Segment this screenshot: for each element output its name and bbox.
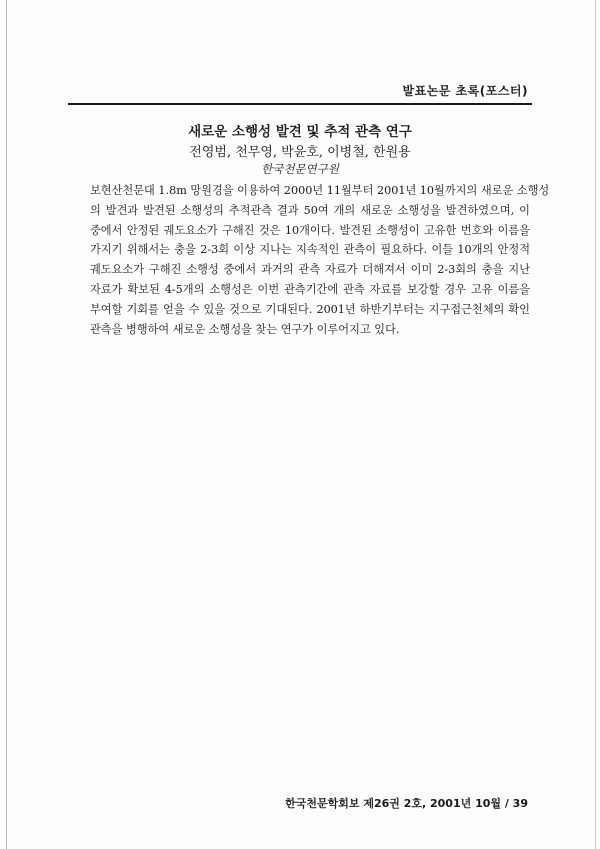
abstract-line: 자료가 확보된 4-5개의 소행성은 이번 관측기간에 관측 자료를 보강할 경우 고유 이름을 <box>90 282 530 296</box>
abstract-line: 가지기 위해서는 충을 2-3회 이상 지나는 지속적인 관측이 필요하다. 이들 10개의 안정적 <box>90 243 530 257</box>
section-header: 발표논문 초록(포스터) <box>402 84 528 98</box>
abstract-line: 관측을 병행하여 새로운 소행성을 찾는 연구가 이루어지고 있다. <box>90 322 400 336</box>
paper-authors: 전영범, 천무영, 박윤호, 이병철, 한원용 <box>189 145 411 160</box>
paper-title: 새로운 소행성 발견 및 추적 관측 연구 <box>188 124 412 140</box>
abstract-body <box>90 181 550 339</box>
header-rule <box>68 103 532 105</box>
abstract-line: 보현산천문대 1.8m 망원경을 이용하여 2000년 11월부터 2001년 10월까지의 새로운 소행성 <box>90 184 550 197</box>
abstract-line: 의 발견과 발견된 소행성의 추적관측 결과 50여 개의 새로운 소행성을 발견하였으며, 이 <box>90 203 530 217</box>
abstract-line: 중에서 안정된 궤도요소가 구해진 것은 10개이다. 발견된 소행성이 고유한 번호와 이름을 <box>90 223 530 237</box>
abstract-line: 부여할 기회를 얻을 수 있을 것으로 기대된다. 2001년 하반기부터는 지구접근천체의 확인 <box>90 302 530 316</box>
abstract-line: 궤도요소가 구해진 소행성 중에서 과거의 관측 자료가 더해져서 이미 2-3회의 충을 지난 <box>90 263 530 277</box>
paper-affiliation: 한국천문연구원 <box>261 162 339 176</box>
footer-citation: 한국천문학회보 제26권 2호, 2001년 10월 / 39 <box>285 797 528 810</box>
